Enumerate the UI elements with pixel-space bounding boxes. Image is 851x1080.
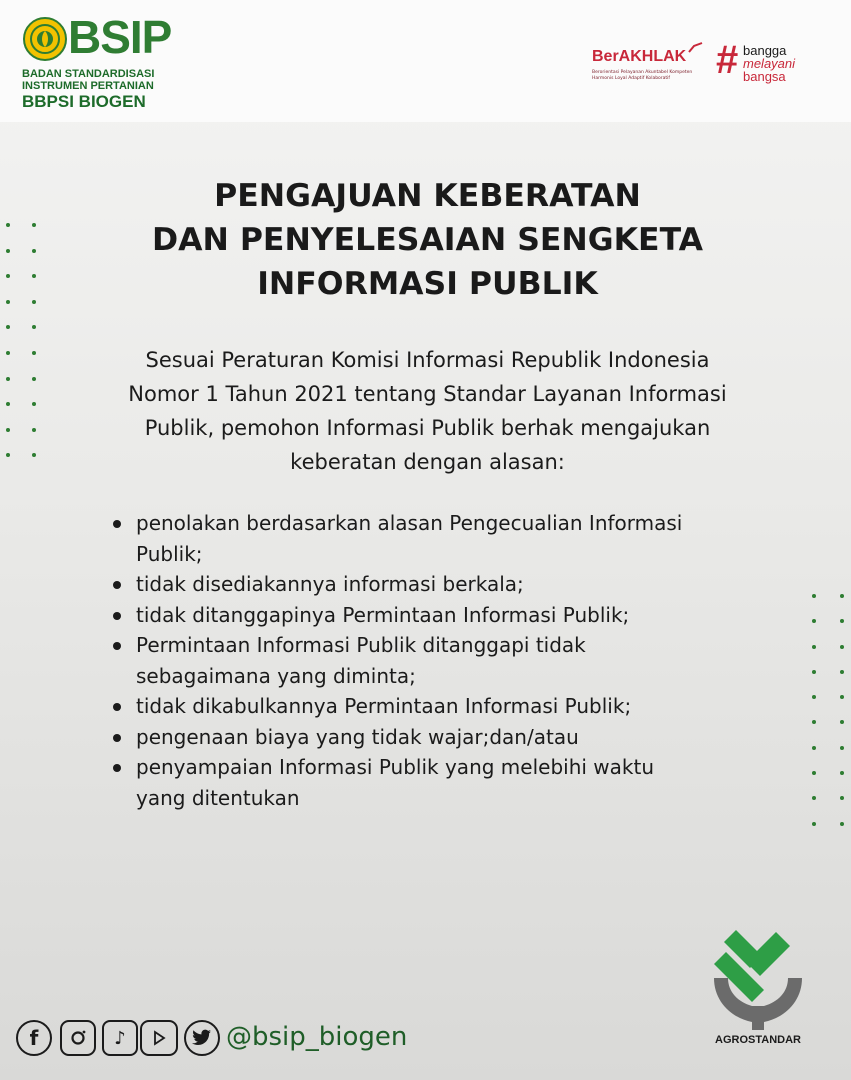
org-name-line2: INSTRUMEN PERTANIAN: [22, 80, 154, 92]
decorative-dot: [6, 274, 10, 278]
decorative-dot: [6, 223, 10, 227]
bullet-icon: [113, 764, 121, 772]
tiktok-icon[interactable]: ♪: [102, 1020, 138, 1056]
decorative-dot: [32, 249, 36, 253]
reasons-list: [110, 508, 800, 813]
decorative-dot: [840, 796, 844, 800]
list-item: [110, 752, 800, 813]
list-item-text: Permintaan Informasi Publik ditanggapi tidak: [136, 633, 586, 657]
decorative-dot: [6, 402, 10, 406]
decorative-dot: [840, 645, 844, 649]
tagline-line3: bangsa: [743, 69, 786, 84]
intro-line: Nomor 1 Tahun 2021 tentang Standar Layanan Informasi: [128, 382, 727, 406]
facebook-icon[interactable]: f: [16, 1020, 52, 1056]
decorative-dot: [812, 645, 816, 649]
berakhlak-word: BerAKHLAK: [592, 48, 687, 65]
intro-line: Sesuai Peraturan Komisi Informasi Republik Indonesia: [145, 348, 710, 372]
decorative-dot: [32, 453, 36, 457]
list-item-text: yang ditentukan: [136, 785, 300, 810]
tagline-line1: bangga: [743, 43, 787, 58]
decorative-dot: [6, 351, 10, 355]
instagram-icon[interactable]: [60, 1020, 96, 1056]
title-line: DAN PENYELESAIAN SENGKETA: [151, 222, 703, 258]
list-item: [110, 722, 800, 753]
tagline-line2: melayani: [743, 56, 796, 71]
bullet-icon: [113, 734, 121, 742]
list-item-text: Publik;: [136, 541, 203, 566]
intro-paragraph: [60, 343, 795, 479]
bullet-icon: [113, 581, 121, 589]
decorative-dots-right: [812, 594, 844, 826]
decorative-dot: [812, 822, 816, 826]
decorative-dot: [812, 796, 816, 800]
berakhlak-logo: [592, 42, 710, 82]
decorative-dot: [32, 402, 36, 406]
decorative-dot: [32, 223, 36, 227]
title-line: INFORMASI PUBLIK: [257, 266, 598, 302]
decorative-dot: [812, 670, 816, 674]
bullet-icon: [113, 703, 121, 711]
decorative-dot: [6, 300, 10, 304]
decorative-dot: [840, 670, 844, 674]
decorative-dot: [6, 428, 10, 432]
decorative-dot: [6, 249, 10, 253]
berakhlak-values: [592, 70, 692, 82]
instagram-glyph: [67, 1027, 89, 1049]
decorative-dot: [812, 695, 816, 699]
list-item: [110, 508, 800, 569]
list-item-text: pengenaan biaya yang tidak wajar;dan/atau: [136, 724, 579, 749]
decorative-dot: [6, 325, 10, 329]
bullet-icon: [113, 642, 121, 650]
decorative-dot: [32, 300, 36, 304]
decorative-dot: [6, 453, 10, 457]
youtube-icon[interactable]: [140, 1020, 178, 1056]
decorative-dot: [840, 746, 844, 750]
checkmark-icon: [688, 42, 704, 56]
list-item-text: tidak ditanggapinya Permintaan Informasi Publik;: [136, 602, 630, 627]
list-item: [110, 691, 800, 722]
decorative-dot: [812, 619, 816, 623]
list-item-text: sebagaimana yang diminta;: [136, 663, 416, 688]
list-item: [110, 569, 800, 600]
decorative-dot: [812, 771, 816, 775]
org-unit: BBPSI BIOGEN: [22, 92, 146, 111]
list-item: [110, 600, 800, 631]
decorative-dot: [32, 377, 36, 381]
bangga-melayani-bangsa-logo: [716, 38, 826, 88]
list-item-text: penyampaian Informasi Publik yang melebihi waktu: [136, 755, 654, 779]
decorative-dot: [840, 822, 844, 826]
decorative-dots-left: [6, 223, 36, 457]
agrostandar-label: AGROSTANDAR: [715, 1034, 801, 1046]
bsip-logo: [22, 11, 182, 114]
list-item-text: penolakan berdasarkan alasan Pengecualian Informasi: [136, 511, 683, 535]
org-name-line1: BADAN STANDARDISASI: [22, 68, 155, 80]
bsip-emblem-icon: [22, 16, 68, 62]
bird-glyph: [192, 1029, 212, 1047]
decorative-dot: [32, 428, 36, 432]
agrostandar-logo: [706, 922, 810, 1052]
decorative-dot: [32, 274, 36, 278]
decorative-dot: [840, 594, 844, 598]
bullet-icon: [113, 520, 121, 528]
list-item-text: tidak dikabulkannya Permintaan Informasi Publik;: [136, 694, 632, 718]
list-item-text: tidak disediakannya informasi berkala;: [136, 572, 524, 596]
decorative-dot: [32, 325, 36, 329]
decorative-dot: [812, 594, 816, 598]
decorative-dot: [32, 351, 36, 355]
bullet-icon: [113, 612, 121, 620]
decorative-dot: [6, 377, 10, 381]
agrostandar-icon: [706, 922, 810, 1032]
title-line: PENGAJUAN KEBERATAN: [214, 178, 641, 214]
list-item: [110, 630, 800, 691]
page-title: [60, 174, 795, 306]
social-handle[interactable]: @bsip_biogen: [226, 1022, 408, 1052]
twitter-icon[interactable]: [184, 1020, 220, 1056]
intro-line: keberatan dengan alasan:: [290, 450, 565, 474]
intro-line: Publik, pemohon Informasi Publik berhak mengajukan: [144, 416, 711, 440]
berakhlak-values-line1: Berorientasi Pelayanan Akuntabel Kompeten: [592, 70, 693, 75]
play-glyph: [151, 1030, 167, 1046]
berakhlak-values-line2: Harmonis Loyal Adaptif Kolaboratif: [592, 76, 671, 81]
decorative-dot: [840, 771, 844, 775]
decorative-dot: [812, 720, 816, 724]
decorative-dot: [840, 619, 844, 623]
hashtag-icon: #: [716, 38, 739, 82]
decorative-dot: [812, 746, 816, 750]
decorative-dot: [840, 695, 844, 699]
decorative-dot: [840, 720, 844, 724]
bsip-acronym: BSIP: [68, 11, 172, 63]
